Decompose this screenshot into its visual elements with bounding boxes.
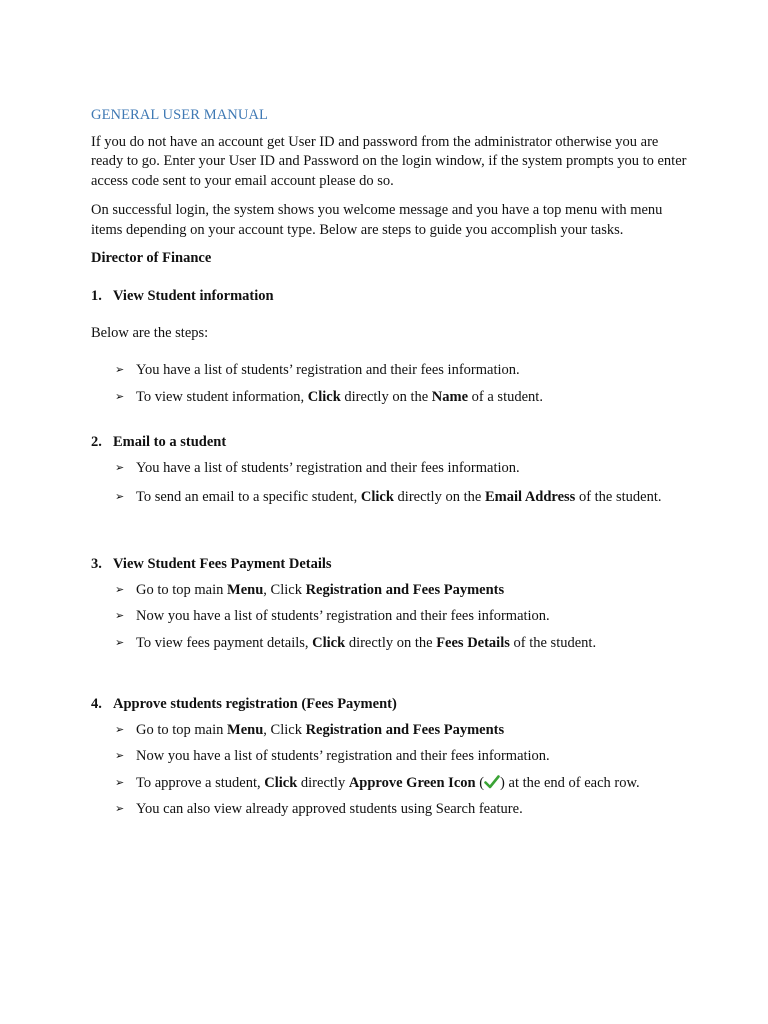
- arrow-bullet-icon: ➢: [115, 750, 125, 763]
- arrow-bullet-icon: ➢: [115, 610, 125, 623]
- section-title: Email to a student: [113, 433, 227, 450]
- bullet-list: [91, 360, 691, 407]
- bullet-list: [91, 580, 691, 653]
- section-heading: [91, 287, 691, 307]
- document-title: GENERAL USER MANUAL: [91, 107, 268, 123]
- section-1: [91, 287, 691, 407]
- section-heading: [91, 433, 691, 453]
- arrow-bullet-icon: ➢: [115, 364, 125, 377]
- list-item: ➢ To view fees payment details, Click directly on the Fees Details of the student.: [115, 634, 597, 651]
- list-item: ➢ Now you have a list of students’ registration and their fees information.: [115, 608, 550, 625]
- list-item: ➢ You have a list of students’ registration and their fees information.: [115, 362, 520, 379]
- bullet-list: [91, 720, 691, 820]
- arrow-bullet-icon: ➢: [115, 803, 125, 816]
- arrow-bullet-icon: ➢: [115, 461, 125, 474]
- section-title: View Student Fees Payment Details: [113, 556, 332, 573]
- arrow-bullet-icon: ➢: [115, 390, 125, 403]
- arrow-bullet-icon: ➢: [115, 491, 125, 504]
- section-4: [91, 695, 691, 819]
- steps-lead: Below are the steps:: [91, 324, 209, 341]
- section-heading: [91, 695, 691, 715]
- role-heading: Director of Finance: [91, 250, 212, 267]
- section-title: Approve students registration (Fees Payment): [113, 695, 397, 712]
- section-2: [91, 433, 691, 511]
- list-item: ➢ To send an email to a specific student, Click directly on the Email Address of the student.: [115, 484, 691, 511]
- document-page: [91, 106, 691, 826]
- arrow-bullet-icon: ➢: [115, 583, 125, 596]
- arrow-bullet-icon: ➢: [115, 723, 125, 736]
- list-item: ➢ You have a list of students’ registration and their fees information.: [115, 459, 520, 476]
- section-number: 1.: [91, 288, 102, 305]
- section-title: View Student information: [113, 288, 274, 305]
- list-item: ➢ You can also view already approved students using Search feature.: [115, 801, 523, 818]
- list-item: ➢ Go to top main Menu, Click Registration and Fees Payments: [115, 721, 505, 738]
- list-item: ➢ To approve a student, Click directly Approve Green Icon ( ) at the end of each row.: [115, 774, 640, 791]
- section-number: 3.: [91, 556, 102, 573]
- intro-paragraph-1: If you do not have an account get User ID and password from the administrator otherwise you are ready to go. Enter your User ID and Password on the login window, if the system prompts you to enter access code sent to your email account please do so.: [91, 133, 687, 190]
- section-number: 2.: [91, 433, 102, 450]
- list-item: ➢ Now you have a list of students’ registration and their fees information.: [115, 748, 550, 765]
- intro-paragraph-2: On successful login, the system shows you welcome message and you have a top menu with menu items depending on your account type. Below are steps to guide you accomplish your tasks.: [91, 201, 663, 238]
- list-item: ➢ To view student information, Click directly on the Name of a student.: [115, 388, 543, 405]
- list-item: ➢ Go to top main Menu, Click Registration and Fees Payments: [115, 581, 505, 598]
- arrow-bullet-icon: ➢: [115, 776, 125, 789]
- section-heading: [91, 555, 691, 575]
- green-check-icon: [484, 775, 500, 789]
- section-number: 4.: [91, 695, 102, 712]
- bullet-list: [91, 458, 691, 512]
- section-3: [91, 555, 691, 653]
- arrow-bullet-icon: ➢: [115, 636, 125, 649]
